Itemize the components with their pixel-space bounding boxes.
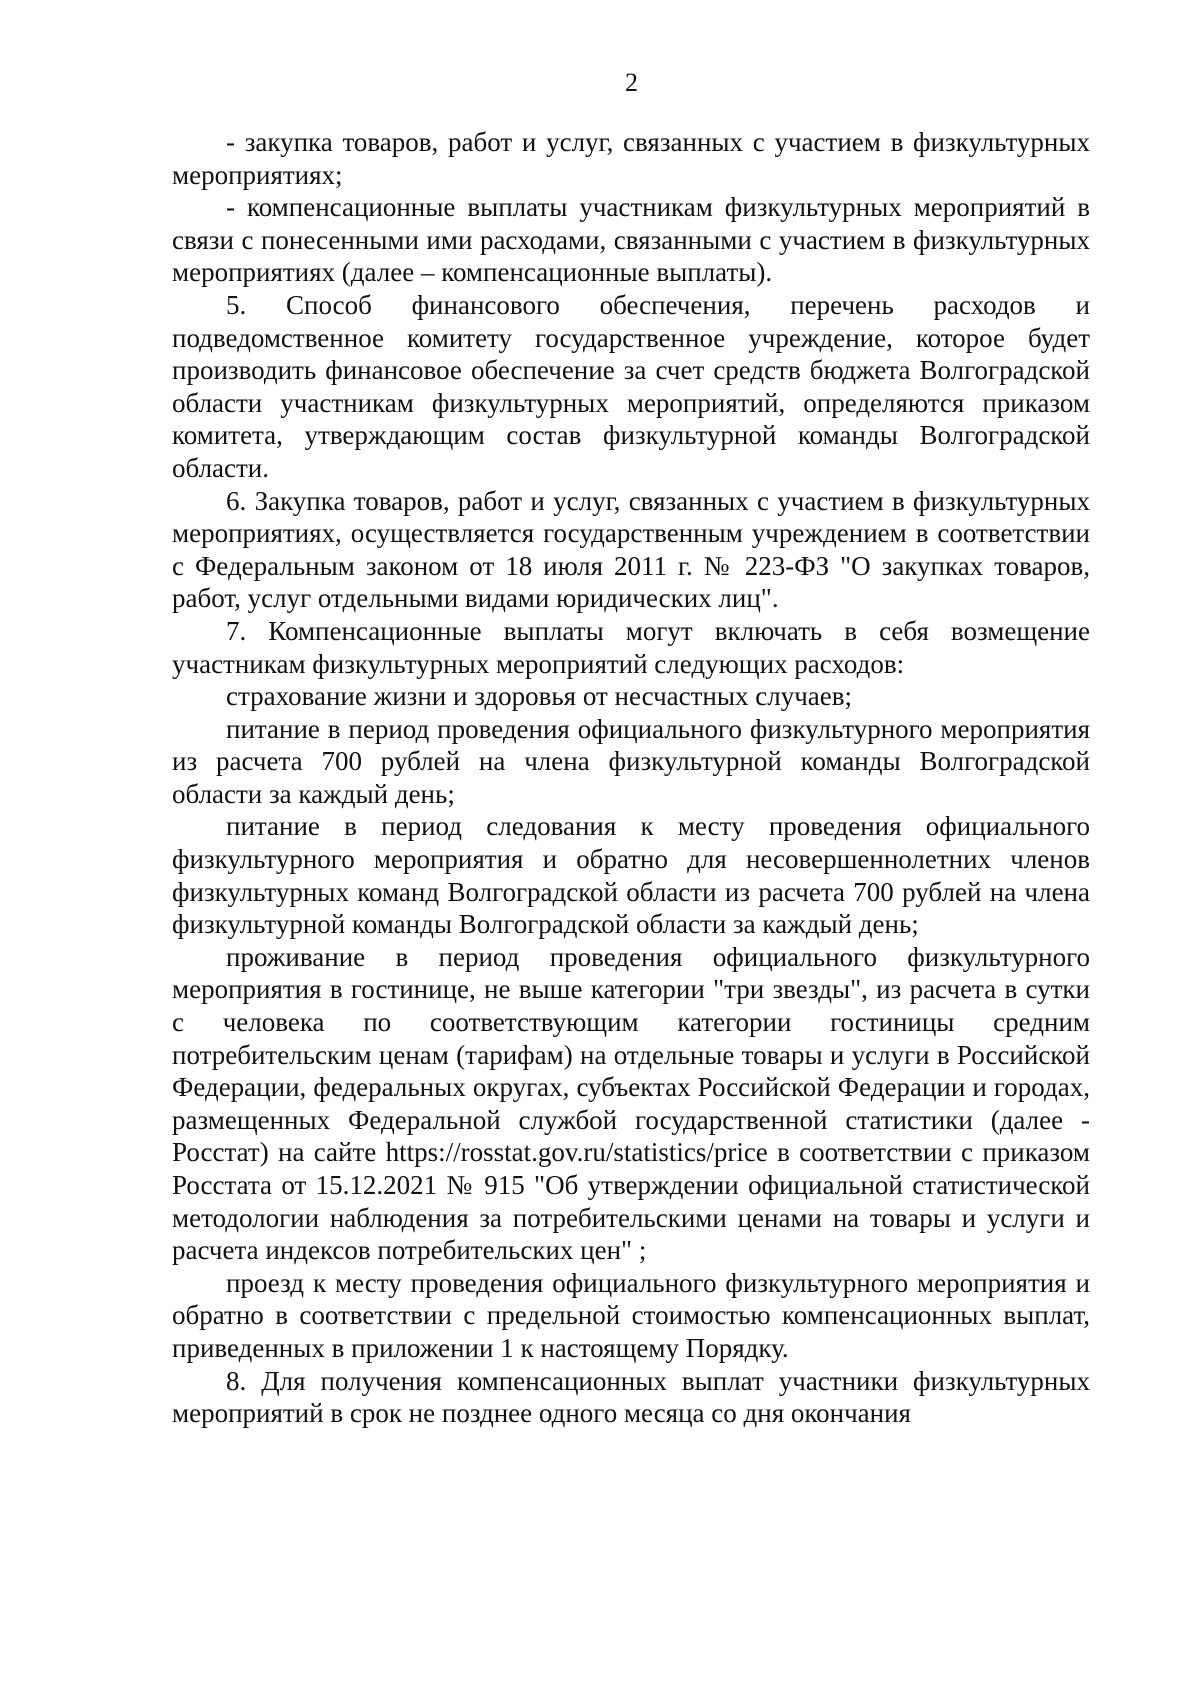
paragraph-8: 8. Для получения компенсационных выплат участники физкультурных мероприятий в срок не позднее одного месяца со дня окончания bbox=[172, 1365, 1090, 1429]
paragraph-accommodation: проживание в период проведения официального физкультурного мероприятия в гостинице, не выше категории "три звезды", из расчета в сутки с человека по соответствующим категории гостиницы средним потребительским ценам (тарифам) на отдельные товары и услуги в Российской Федерации, федеральных округах, субъектах Российской Федерации и городах, размещенных Федеральной службой государственной статистики (далее - Росстат) на сайте https://rosstat.gov.ru/statistics/price в соответствии с приказом Росстата от 15.12.2021 № 915 "Об утверждении официальной статистической методологии наблюдения за потребительскими ценами на товары и услуги и расчета индексов потребительских цен" ; bbox=[172, 941, 1090, 1266]
paragraph-6: 6. Закупка товаров, работ и услуг, связанных с участием в физкультурных мероприятиях, осуществляется государственным учреждением в соответствии с Федеральным законом от 18 июля 2011 г. № 223-ФЗ "О закупках товаров, работ, услуг отдельными видами юридических лиц". bbox=[172, 485, 1090, 614]
paragraph-procurement-item: - закупка товаров, работ и услуг, связанных с участием в физкультурных мероприятиях; bbox=[172, 127, 1090, 190]
paragraph-compensation-item: - компенсационные выплаты участникам физкультурных мероприятий в связи с понесенными ими расходами, связанными с участием в физкультурных мероприятиях (далее – компенсационные выплаты). bbox=[172, 192, 1090, 288]
paragraph-travel: проезд к месту проведения официального физкультурного мероприятия и обратно в соответствии с предельной стоимостью компенсационных выплат, приведенных в приложении 1 к настоящему Порядку. bbox=[172, 1267, 1090, 1363]
paragraph-7: 7. Компенсационные выплаты могут включать в себя возмещение участникам физкультурных мероприятий следующих расходов: bbox=[172, 615, 1090, 679]
paragraph-meals-travel: питание в период следования к месту проведения официального физкультурного мероприятия и обратно для несовершеннолетних членов физкультурных команд Волгоградской области из расчета 700 рублей на члена физкультурной команды Волгоградской области за каждый день; bbox=[172, 811, 1090, 940]
document-body bbox=[172, 126, 1090, 1430]
paragraph-meals-event: питание в период проведения официального физкультурного мероприятия из расчета 700 рублей на члена физкультурной команды Волгоградской области за каждый день; bbox=[172, 713, 1090, 809]
page-number: 2 bbox=[625, 68, 638, 97]
paragraph-insurance: страхование жизни и здоровья от несчастных случаев; bbox=[226, 681, 853, 712]
paragraph-5: 5. Способ финансового обеспечения, перечень расходов и подведомственное комитету государственное учреждение, которое будет производить финансовое обеспечение за счет средств бюджета Волгоградской области участникам физкультурных мероприятий, определяются приказом комитета, утверждающим состав физкультурной команды Волгоградской области. bbox=[172, 289, 1090, 483]
